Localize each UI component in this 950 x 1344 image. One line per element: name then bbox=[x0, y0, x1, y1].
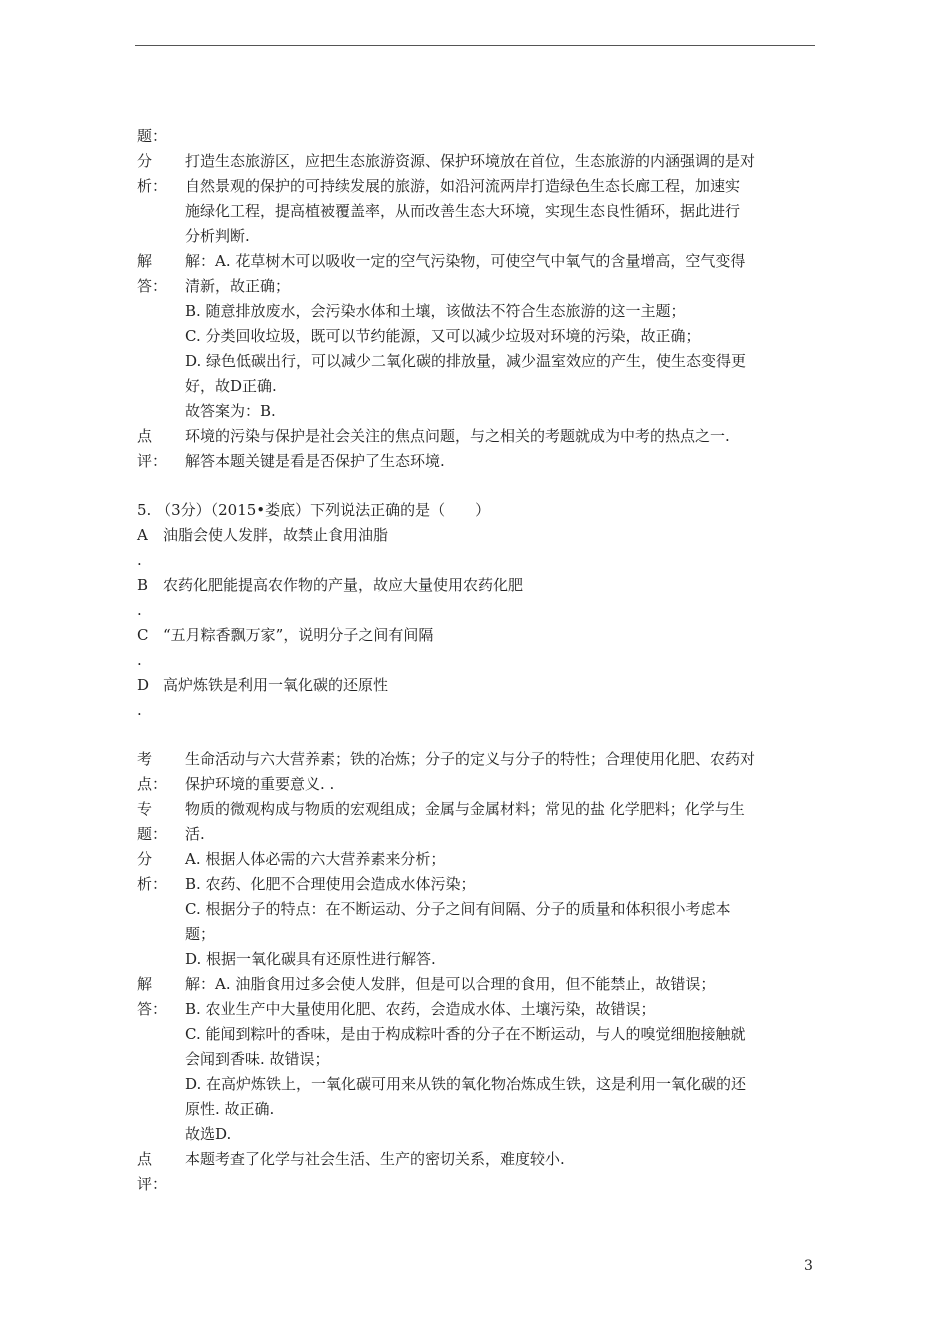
solution-line: 会闻到香味. 故错误； bbox=[185, 1050, 330, 1068]
fenxi-row-2 bbox=[0, 872, 950, 897]
solution-line: 原性. 故正确. bbox=[185, 1100, 275, 1118]
analysis-line: B. 农药、化肥不合理使用会造成水体污染； bbox=[185, 875, 476, 893]
option-a-dot bbox=[0, 548, 950, 573]
kaodian-row-2 bbox=[0, 772, 950, 797]
section-label: 解 bbox=[137, 975, 153, 993]
jieda-row-7 bbox=[0, 1122, 950, 1147]
option-letter: C bbox=[137, 626, 149, 644]
section-label: 分 bbox=[137, 850, 153, 868]
analysis-line: 分析判断. bbox=[185, 227, 250, 245]
solution-line: D. 在高炉炼铁上，一氧化碳可用来从铁的氧化物冶炼成生铁，这是利用一氧化碳的还 bbox=[185, 1075, 747, 1093]
option-dot: . bbox=[137, 701, 142, 719]
option-b bbox=[0, 573, 950, 598]
analysis-line: 打造生态旅游区，应把生态旅游资源、保护环境放在首位，生态旅游的内涵强调的是对 bbox=[185, 152, 756, 170]
section-label: 析： bbox=[137, 875, 168, 893]
comment-line: 解答本题关键是看是否保护了生态环境. bbox=[185, 452, 445, 470]
fenxi-row-4 bbox=[0, 922, 950, 947]
answer-line: 故选D. bbox=[185, 1125, 232, 1143]
option-text: 农药化肥能提高农作物的产量，故应大量使用农药化肥 bbox=[163, 576, 524, 594]
prev-fenxi-row-4 bbox=[0, 224, 950, 249]
section-label: 答： bbox=[137, 1000, 168, 1018]
jieda-row-3 bbox=[0, 1022, 950, 1047]
option-b-dot bbox=[0, 598, 950, 623]
solution-line: 清新，故正确； bbox=[185, 277, 291, 295]
option-dot: . bbox=[137, 601, 142, 619]
analysis-line: A. 根据人体必需的六大营养素来分析； bbox=[185, 850, 446, 868]
analysis-line: 题； bbox=[185, 925, 216, 943]
option-letter: B bbox=[137, 576, 149, 594]
prev-jieda-row-5 bbox=[0, 349, 950, 374]
prev-jieda-row-2 bbox=[0, 274, 950, 299]
analysis-line: 自然景观的保护的可持续发展的旅游，如沿河流两岸打造绿色生态长廊工程，加速实 bbox=[185, 177, 741, 195]
section-label: 评： bbox=[137, 452, 168, 470]
option-letter: A bbox=[137, 526, 148, 544]
jieda-row-4 bbox=[0, 1047, 950, 1072]
option-d bbox=[0, 673, 950, 698]
fenxi-row-1 bbox=[0, 847, 950, 872]
jieda-row-2 bbox=[0, 997, 950, 1022]
section-label: 分 bbox=[137, 152, 153, 170]
section-label: 点 bbox=[137, 427, 153, 445]
prev-jieda-row-4 bbox=[0, 324, 950, 349]
prev-fenxi-row-3 bbox=[0, 199, 950, 224]
subject-line: 物质的微观构成与物质的宏观组成；金属与金属材料；常见的盐 化学肥料；化学与生 bbox=[185, 800, 745, 818]
prev-jieda-row-3 bbox=[0, 299, 950, 324]
section-label: 点 bbox=[137, 1150, 153, 1168]
topic-line: 生命活动与六大营养素；铁的冶炼；分子的定义与分子的特性；合理使用化肥、农药对 bbox=[185, 750, 756, 768]
section-label: 专 bbox=[137, 800, 153, 818]
section-label: 解 bbox=[137, 252, 153, 270]
header-rule bbox=[135, 45, 815, 46]
section-label: 评： bbox=[137, 1175, 168, 1193]
prev-jieda-row-1 bbox=[0, 249, 950, 274]
kaodian-row-1 bbox=[0, 747, 950, 772]
jieda-row-5 bbox=[0, 1072, 950, 1097]
comment-line: 本题考查了化学与社会生活、生产的密切关系，难度较小. bbox=[185, 1150, 565, 1168]
prev-fenxi-row-1 bbox=[0, 149, 950, 174]
option-dot: . bbox=[137, 551, 142, 569]
analysis-line: 施绿化工程，提高植被覆盖率，从而改善生态大环境，实现生态良性循环，据此进行 bbox=[185, 202, 741, 220]
option-text: 油脂会使人发胖，故禁止食用油脂 bbox=[163, 526, 389, 544]
option-text: 高炉炼铁是利用一氧化碳的还原性 bbox=[163, 676, 389, 694]
zhuanti-row-2 bbox=[0, 822, 950, 847]
jieda-row-6 bbox=[0, 1097, 950, 1122]
subject-line: 活. bbox=[185, 825, 205, 843]
zhuanti-tail-row bbox=[0, 124, 950, 149]
comment-line: 环境的污染与保护是社会关注的焦点问题，与之相关的考题就成为中考的热点之一. bbox=[185, 427, 730, 445]
section-label: 题： bbox=[137, 825, 168, 843]
option-letter: D bbox=[137, 676, 150, 694]
section-label: 考 bbox=[137, 750, 153, 768]
solution-line: 解：A. 花草树木可以吸收一定的空气污染物，可使空气中氧气的含量增高，空气变得 bbox=[185, 252, 746, 270]
zhuanti-tail: 题： bbox=[137, 127, 168, 145]
zhuanti-row-1 bbox=[0, 797, 950, 822]
page-number: 3 bbox=[804, 1258, 813, 1274]
prev-fenxi-row-2 bbox=[0, 174, 950, 199]
solution-line: 好，故D正确. bbox=[185, 377, 277, 395]
solution-line: C. 能闻到粽叶的香味，是由于构成粽叶香的分子在不断运动，与人的嗅觉细胞接触就 bbox=[185, 1025, 746, 1043]
topic-line: 保护环境的重要意义. . bbox=[185, 775, 335, 793]
question-stem: 5. （3分）（2015•娄底）下列说法正确的是（ ） bbox=[137, 501, 491, 519]
prev-dianping-row-1 bbox=[0, 424, 950, 449]
solution-line: B. 随意排放废水，会污染水体和土壤，该做法不符合生态旅游的这一主题； bbox=[185, 302, 686, 320]
question-5-stem-row bbox=[0, 498, 950, 523]
analysis-line: C. 根据分子的特点：在不断运动、分子之间有间隔、分子的质量和体积很小考虑本 bbox=[185, 900, 731, 918]
prev-jieda-row-6 bbox=[0, 374, 950, 399]
answer-line: 故答案为：B. bbox=[185, 402, 276, 420]
solution-line: B. 农业生产中大量使用化肥、农药，会造成水体、土壤污染，故错误； bbox=[185, 1000, 656, 1018]
section-label: 答： bbox=[137, 277, 168, 295]
option-a bbox=[0, 523, 950, 548]
jieda-row-1 bbox=[0, 972, 950, 997]
solution-line: 解：A. 油脂食用过多会使人发胖，但是可以合理的食用，但不能禁止，故错误； bbox=[185, 975, 716, 993]
solution-line: D. 绿色低碳出行，可以减少二氧化碳的排放量，减少温室效应的产生，使生态变得更 bbox=[185, 352, 747, 370]
option-d-dot bbox=[0, 698, 950, 723]
prev-jieda-row-7 bbox=[0, 399, 950, 424]
dianping-row-1 bbox=[0, 1147, 950, 1172]
option-dot: . bbox=[137, 651, 142, 669]
prev-dianping-row-2 bbox=[0, 449, 950, 474]
option-c bbox=[0, 623, 950, 648]
option-c-dot bbox=[0, 648, 950, 673]
analysis-line: D. 根据一氧化碳具有还原性进行解答. bbox=[185, 950, 436, 968]
section-label: 点： bbox=[137, 775, 168, 793]
fenxi-row-5 bbox=[0, 947, 950, 972]
section-label: 析： bbox=[137, 177, 168, 195]
fenxi-row-3 bbox=[0, 897, 950, 922]
solution-line: C. 分类回收垃圾，既可以节约能源，又可以减少垃圾对环境的污染，故正确； bbox=[185, 327, 701, 345]
dianping-row-2 bbox=[0, 1172, 950, 1197]
option-text: “五月粽香飘万家”，说明分子之间有间隔 bbox=[163, 626, 434, 644]
